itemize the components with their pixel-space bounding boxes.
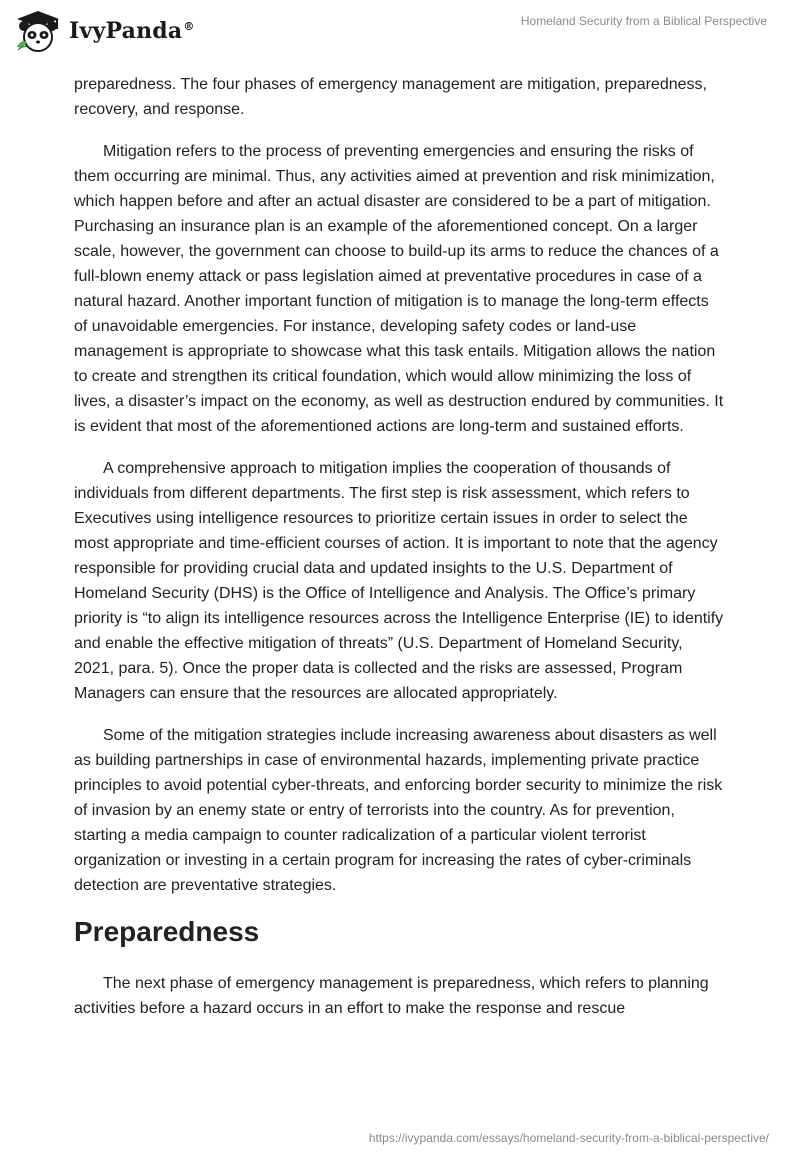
document-title: Homeland Security from a Biblical Perspective [520, 14, 767, 28]
panda-logo-icon [13, 9, 63, 53]
paragraph: Mitigation refers to the process of preventing emergencies and ensuring the risks of them occurring are minimal. Thus, any activities aimed at prevention and risk minimization, which happen before and after an actual disaster are considered to be a part of mitigation. Purchasing an insurance plan is an example of the aforementioned concept. On a larger scale, however, the government can choose to build-up its arms to reduce the chances of a full-blown enemy attack or pass legislation aimed at preventative procedures in case of a natural hazard. Another important function of mitigation is to manage the long-term effects of unavoidable emergencies. For instance, developing safety codes or land-use management is appropriate to showcase what this task entails. Mitigation allows the nation to create and strengthen its critical foundation, which would allow minimizing the loss of lives, a disaster’s impact on the economy, as well as destruction endured by communities. It is evident that most of the aforementioned actions are long-term and sustained efforts. [74, 143, 724, 435]
registered-mark: ® [183, 19, 195, 33]
paragraph: A comprehensive approach to mitigation implies the cooperation of thousands of individuals from different departments. The first step is risk assessment, which refers to Executives using intelligence resources to prioritize certain issues in order to select the most appropriate and time-efficient courses of action. It is important to note that the agency responsible for providing crucial data and updated insights to the U.S. Department of Homeland Security (DHS) is the Office of Intelligence and Analysis. The Office’s primary priority is “to align its intelligence resources across the Intelligence Enterprise (IE) to identify and enable the effective mitigation of threats” (U.S. Department of Homeland Security, 2021, para. 5). Once the proper data is collected and the risks are assessed, Program Managers can ensure that the resources are allocated appropriately. [74, 460, 724, 702]
logo[interactable] [13, 8, 195, 54]
essay-body [74, 72, 724, 1038]
section-heading: Preparedness [74, 916, 260, 947]
paragraph: Some of the mitigation strategies include increasing awareness about disasters as well as building partnerships in case of environmental hazards, implementing private practice principles to avoid potential cyber-threats, and enforcing border security to minimize the risk of invasion by an enemy state or entry of terrorists into the country. As for prevention, starting a media campaign to counter radicalization of a particular violent terrorist organization or investing in a certain program for increasing the rates of cyber-criminals detection are preventative strategies. [74, 727, 723, 894]
source-url[interactable]: https://ivypanda.com/essays/homeland-security-from-a-biblical-perspective/ [368, 1131, 769, 1145]
paragraph: The next phase of emergency management is preparedness, which refers to planning activities before a hazard occurs in an effort to make the response and rescue [74, 975, 709, 1017]
brand-name: IvyPanda® [69, 18, 195, 44]
paragraph: preparedness. The four phases of emergency management are mitigation, preparedness, recovery, and response. [74, 76, 707, 118]
page-header [0, 0, 800, 70]
